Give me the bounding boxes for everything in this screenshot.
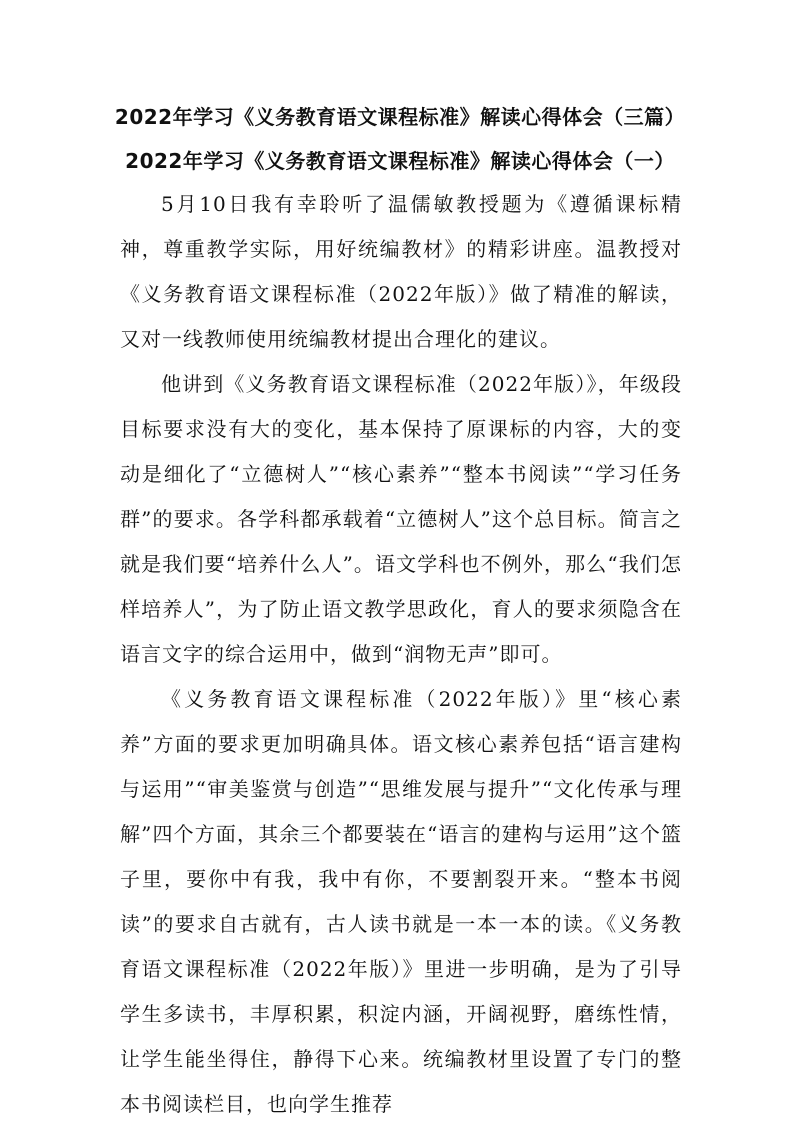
paragraph-1: 5月10日我有幸聆听了温儒敏教授题为《遵循课标精神，尊重教学实际，用好统编教材》的精彩讲座。温教授对《义务教育语文课程标准（2022年版）》做了精准的解读，又对一线教师使用统编教材提出合理化的建议。 bbox=[120, 192, 682, 351]
document-subtitle: 2022年学习《义务教育语文课程标准》解读心得体会（一） bbox=[125, 149, 675, 173]
document-title: 2022年学习《义务教育语文课程标准》解读心得体会（三篇） bbox=[114, 105, 686, 129]
document-body bbox=[120, 182, 682, 1127]
paragraph-3: 《义务教育语文课程标准（2022年版）》里“核心素养”方面的要求更加明确具体。语文核心素养包括“语言建构与运用”“审美鉴赏与创造”“思维发展与提升”“文化传承与理解”四个方面，其余三个都要装在“语言的建构与运用”这个篮子里，要你中有我，我中有你，不要割裂开来。“整本书阅读”的要求自古就有，古人读书就是一本一本的读。《义务教育语文课程标准（2022年版）》里进一步明确，是为了引导学生多读书，丰厚积累，积淀内涵，开阔视野，磨练性情，让学生能坐得住，静得下心来。统编教材里设置了专门的整本书阅读栏目，也向学生推荐 bbox=[120, 687, 682, 1116]
paragraph-2: 他讲到《义务教育语文课程标准（2022年版）》，年级段目标要求没有大的变化，基本保持了原课标的内容，大的变动是细化了“立德树人”“核心素养”“整本书阅读”“学习任务群”的要求。各学科都承载着“立德树人”这个总目标。简言之就是我们要“培养什么人”。语文学科也不例外，那么“我们怎样培养人”，为了防止语文教学思政化，育人的要求须隐含在语言文字的综合运用中，做到“润物无声”即可。 bbox=[120, 372, 682, 666]
